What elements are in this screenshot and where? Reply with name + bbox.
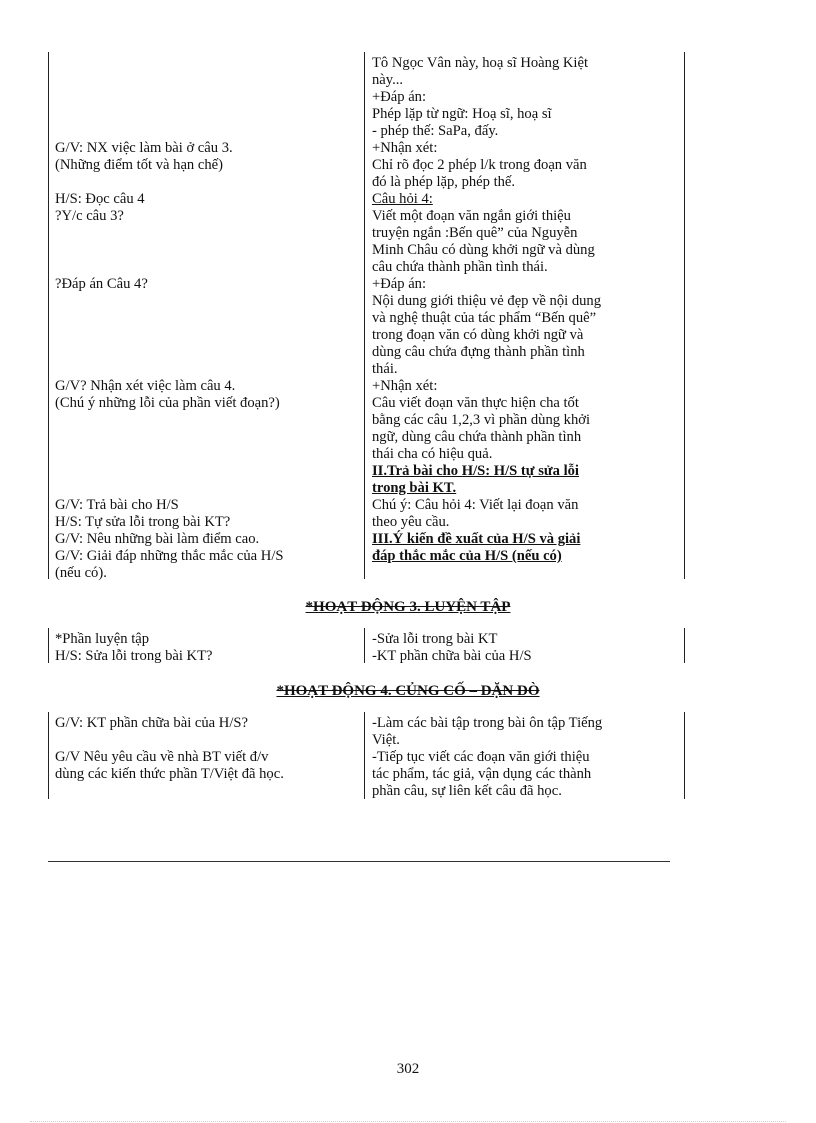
text-line: G/V: Giải đáp những thắc mắc của H/S xyxy=(55,548,284,564)
text-line: +Đáp án: xyxy=(372,276,427,292)
text-line: đó là phép lặp, phép thế. xyxy=(372,174,516,190)
text-line: +Đáp án: xyxy=(372,89,427,105)
text-line: phần câu, sự liên kết câu đã học. xyxy=(372,783,562,799)
text-line: Phép lặp từ ngữ: Hoạ sĩ, hoạ sĩ xyxy=(372,106,552,122)
text-line: câu chứa thành phần tình thái. xyxy=(372,259,548,275)
activity3-right-column xyxy=(372,631,682,665)
text-line: Nội dung giới thiệu vẻ đẹp về nội dung xyxy=(372,293,602,309)
text-line: theo yêu cầu. xyxy=(372,514,450,530)
page-number: 302 xyxy=(396,1061,420,1077)
text-line: thái. xyxy=(372,361,398,377)
text-line: Viết một đoạn văn ngắn giới thiệu xyxy=(372,208,571,224)
text-line: -KT phần chữa bài của H/S xyxy=(372,648,532,664)
table3-middle-border xyxy=(364,712,365,799)
text-line: Chỉ rõ đọc 2 phép l/k trong đoạn văn xyxy=(372,157,587,173)
activity3-left-column xyxy=(55,631,361,665)
table1-middle-border xyxy=(364,52,365,579)
text-line: dùng câu chứa đựng thành phần tình xyxy=(372,344,585,360)
text-line: Câu viết đoạn văn thực hiện cha tốt xyxy=(372,395,579,411)
text-line: -Sửa lỗi trong bài KT xyxy=(372,631,498,647)
text-line: dùng các kiến thức phần T/Việt đã học. xyxy=(55,766,284,782)
text-line: G/V? Nhận xét việc làm câu 4. xyxy=(55,378,236,394)
text-line: trong bài KT. xyxy=(372,480,457,496)
page-edge-dots xyxy=(30,1121,786,1122)
text-line: truyện ngắn :Bến quê” của Nguyễn xyxy=(372,225,578,241)
text-line: - phép thế: SaPa, đấy. xyxy=(372,123,499,139)
table2-left-border xyxy=(48,628,49,663)
table2-right-border xyxy=(684,628,685,663)
text-line: *Phần luyện tập xyxy=(55,631,150,647)
text-line: G/V Nêu yêu cầu về nhà BT viết đ/v xyxy=(55,749,269,765)
table2-middle-border xyxy=(364,628,365,663)
text-line: Câu hỏi 4: xyxy=(372,191,433,207)
footer-rule xyxy=(48,861,670,862)
table1-right-border xyxy=(684,52,685,579)
text-line: G/V: NX việc làm bài ở câu 3. xyxy=(55,140,233,156)
text-line: và nghệ thuật của tác phẩm “Bến quê” xyxy=(372,310,597,326)
text-line: G/V: Trả bài cho H/S xyxy=(55,497,179,513)
text-line: Minh Châu có dùng khởi ngữ và dùng xyxy=(372,242,595,258)
text-line: II.Trả bài cho H/S: H/S tự sửa lỗi xyxy=(372,463,579,479)
text-line: H/S: Đọc câu 4 xyxy=(55,191,145,207)
text-line: +Nhận xét: xyxy=(372,378,438,394)
text-line: G/V: Nêu những bài làm điểm cao. xyxy=(55,531,260,547)
text-line: Việt. xyxy=(372,732,400,748)
text-line: ?Đáp án Câu 4? xyxy=(55,276,148,292)
text-line: bằng các câu 1,2,3 vì phần dùng khởi xyxy=(372,412,591,428)
table1-left-border xyxy=(48,52,49,579)
text-line: G/V: KT phần chữa bài của H/S? xyxy=(55,715,248,731)
table3-right-border xyxy=(684,712,685,799)
activity3-heading: *HOẠT ĐỘNG 3. LUYỆN TẬP xyxy=(305,599,511,615)
text-line: +Nhận xét: xyxy=(372,140,438,156)
activity4-heading: *HOẠT ĐỘNG 4. CỦNG CỐ – DẶN DÒ xyxy=(276,683,540,699)
text-line: thái cha có hiệu quả. xyxy=(372,446,493,462)
text-line: H/S: Sửa lỗi trong bài KT? xyxy=(55,648,213,664)
text-line: trong đoạn văn có dùng khởi ngữ và xyxy=(372,327,584,343)
text-line: này... xyxy=(372,72,404,88)
text-line: (Những điểm tốt và hạn chế) xyxy=(55,157,223,173)
text-line: H/S: Tự sửa lỗi trong bài KT? xyxy=(55,514,231,530)
text-line: -Làm các bài tập trong bài ôn tập Tiếng xyxy=(372,715,603,731)
text-line: -Tiếp tục viết các đoạn văn giới thiệu xyxy=(372,749,590,765)
text-line: tác phẩm, tác giả, vận dụng các thành xyxy=(372,766,592,782)
text-line: đáp thắc mắc của H/S (nếu có) xyxy=(372,548,562,564)
table3-left-border xyxy=(48,712,49,799)
text-line: Tô Ngọc Vân này, hoạ sĩ Hoàng Kiệt xyxy=(372,55,589,71)
text-line: (Chú ý những lỗi của phần viết đoạn?) xyxy=(55,395,280,411)
text-line: Chú ý: Câu hỏi 4: Viết lại đoạn văn xyxy=(372,497,579,513)
text-line: III.Ý kiến đề xuất của H/S và giải xyxy=(372,531,581,547)
text-line: (nếu có). xyxy=(55,565,107,581)
text-line: ngữ, dùng câu chứa thành phần tình xyxy=(372,429,582,445)
text-line: ?Y/c câu 3? xyxy=(55,208,124,224)
